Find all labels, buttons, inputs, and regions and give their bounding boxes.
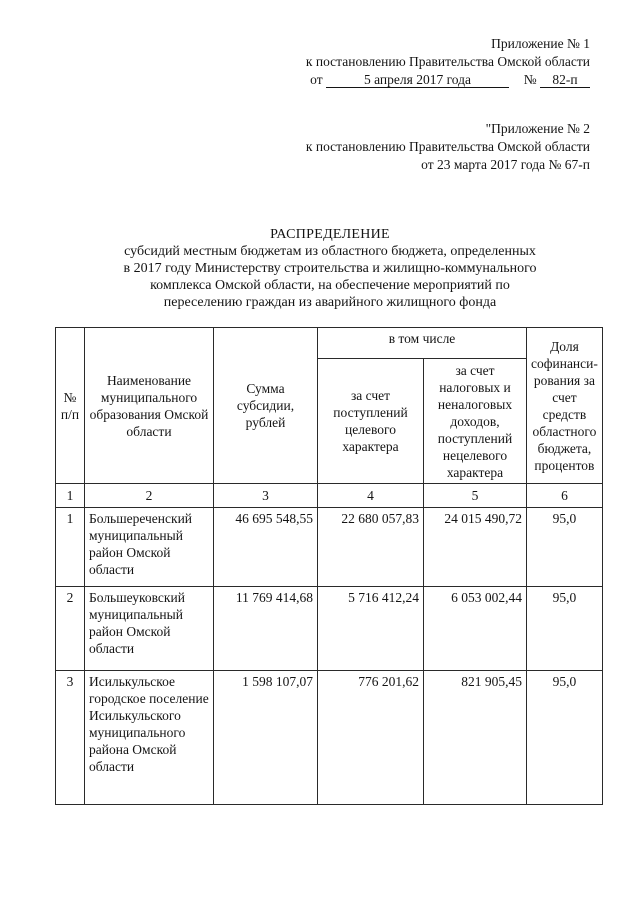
document-heading	[70, 226, 590, 311]
header-no: № п/п	[56, 328, 85, 484]
resolution-date: 5 апреля 2017 года	[326, 72, 509, 88]
row-target: 22 680 057,83	[318, 508, 424, 587]
row-name: Исилькульское городское поселение Исилькульского муниципального района Омской области	[85, 671, 214, 805]
table-row	[56, 671, 603, 805]
row-sum: 11 769 414,68	[214, 587, 318, 671]
subsidy-table	[55, 327, 603, 805]
document-subtitle-line: в 2017 году Министерству строительства и жилищно-коммунального	[123, 261, 537, 276]
row-target: 5 716 412,24	[318, 587, 424, 671]
row-sum: 46 695 548,55	[214, 508, 318, 587]
row-share: 95,0	[527, 587, 603, 671]
row-no: 3	[56, 671, 85, 805]
header-tax: за счет налоговых и неналоговых доходов, поступлений нецелевого характера	[424, 359, 527, 484]
document-title: РАСПРЕДЕЛЕНИЕ	[270, 227, 390, 242]
column-number: 2	[85, 484, 214, 508]
table-header-row	[56, 328, 603, 359]
row-share: 95,0	[527, 671, 603, 805]
row-name: Большеуковский муниципальный район Омской области	[85, 587, 214, 671]
document-subtitle-line: переселению граждан из аварийного жилищного фонда	[163, 295, 497, 310]
table-row	[56, 587, 603, 671]
appendix-2-title: "Приложение № 2	[485, 121, 590, 136]
column-number: 3	[214, 484, 318, 508]
row-no: 1	[56, 508, 85, 587]
header-name: Наименование муниципального образования Омской области	[85, 328, 214, 484]
row-sum: 1 598 107,07	[214, 671, 318, 805]
from-label: от	[310, 72, 323, 87]
row-tax: 821 905,45	[424, 671, 527, 805]
header-target: за счет поступлений целевого характера	[318, 359, 424, 484]
header-sum: Сумма субсидии, рублей	[214, 328, 318, 484]
document-subtitle-line: комплекса Омской области, на обеспечение мероприятий по	[150, 278, 510, 293]
appendix-2-date: от 23 марта 2017 года № 67-п	[421, 157, 590, 172]
appendix-2-resolution: к постановлению Правительства Омской области	[305, 139, 590, 154]
column-number: 6	[527, 484, 603, 508]
document-subtitle-line: субсидий местным бюджетам из областного бюджета, определенных	[124, 244, 536, 259]
appendix-1-title: Приложение № 1	[491, 36, 590, 51]
appendix-2-block	[306, 120, 590, 174]
row-no: 2	[56, 587, 85, 671]
resolution-number: 82-п	[540, 72, 590, 88]
number-label: №	[523, 72, 537, 87]
row-name: Большереченский муниципальный район Омской области	[85, 508, 214, 587]
table-row	[56, 508, 603, 587]
row-target: 776 201,62	[318, 671, 424, 805]
appendix-1-resolution: к постановлению Правительства Омской области	[305, 54, 590, 69]
header-including: в том числе	[318, 328, 527, 359]
column-numbers-row	[56, 484, 603, 508]
header-share: Доля софинанси-рования за счет средств областного бюджета, процентов	[527, 328, 603, 484]
column-number: 5	[424, 484, 527, 508]
row-tax: 24 015 490,72	[424, 508, 527, 587]
row-share: 95,0	[527, 508, 603, 587]
appendix-1-date-line	[306, 71, 590, 89]
column-number: 1	[56, 484, 85, 508]
column-number: 4	[318, 484, 424, 508]
row-tax: 6 053 002,44	[424, 587, 527, 671]
appendix-1-block	[306, 35, 590, 89]
